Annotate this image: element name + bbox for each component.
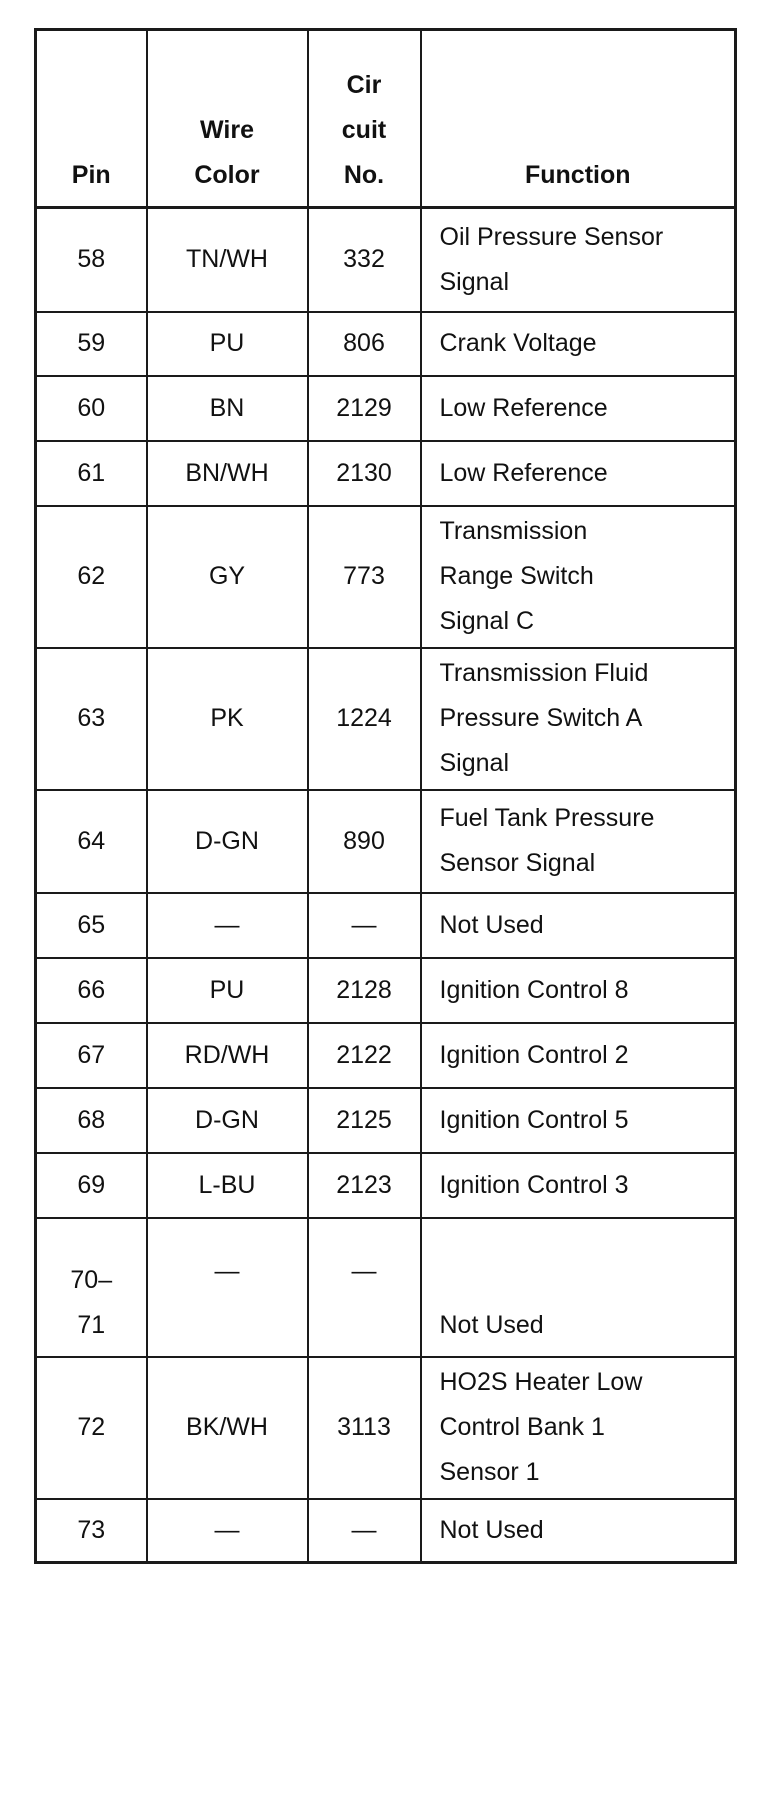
pin-cell: 66	[36, 958, 147, 1023]
wire-color-cell: BK/WH	[147, 1357, 308, 1499]
table-header-row	[36, 30, 736, 208]
pin-cell: 72	[36, 1357, 147, 1499]
table-row	[36, 376, 736, 441]
header-circuit-number: Cir cuit No.	[308, 30, 421, 208]
pin-cell: 61	[36, 441, 147, 506]
wire-color-cell: BN	[147, 376, 308, 441]
circuit-number-cell: 2130	[308, 441, 421, 506]
pin-cell: 70– 71	[36, 1218, 147, 1357]
circuit-number-cell: 773	[308, 506, 421, 648]
table-row	[36, 441, 736, 506]
pin-cell: 62	[36, 506, 147, 648]
pin-cell: 63	[36, 648, 147, 790]
function-cell: Ignition Control 5	[421, 1088, 736, 1153]
function-cell: Ignition Control 3	[421, 1153, 736, 1218]
wire-color-cell: D-GN	[147, 1088, 308, 1153]
table-row	[36, 893, 736, 958]
header-pin: Pin	[36, 30, 147, 208]
function-cell: Not Used	[421, 893, 736, 958]
wire-color-cell: —	[147, 1499, 308, 1563]
pin-cell: 69	[36, 1153, 147, 1218]
circuit-number-cell: —	[308, 1499, 421, 1563]
circuit-number-cell: 806	[308, 312, 421, 376]
pin-cell: 68	[36, 1088, 147, 1153]
function-cell: Ignition Control 8	[421, 958, 736, 1023]
wire-color-cell: —	[147, 1218, 308, 1357]
wire-color-cell: PU	[147, 958, 308, 1023]
function-cell: Oil Pressure Sensor Signal	[421, 208, 736, 312]
wire-color-cell: D-GN	[147, 790, 308, 893]
pin-cell: 58	[36, 208, 147, 312]
wire-color-cell: GY	[147, 506, 308, 648]
wire-color-cell: L-BU	[147, 1153, 308, 1218]
pin-cell: 65	[36, 893, 147, 958]
function-cell: Not Used	[421, 1218, 736, 1357]
pin-cell: 59	[36, 312, 147, 376]
function-cell: Transmission Range Switch Signal C	[421, 506, 736, 648]
table-body	[36, 208, 736, 1563]
circuit-number-cell: —	[308, 893, 421, 958]
pin-cell: 60	[36, 376, 147, 441]
table-row	[36, 1088, 736, 1153]
table-row	[36, 1357, 736, 1499]
table-row	[36, 790, 736, 893]
table-row	[36, 1023, 736, 1088]
circuit-number-cell: 1224	[308, 648, 421, 790]
table-row	[36, 1218, 736, 1357]
wire-color-cell: PK	[147, 648, 308, 790]
header-wire-color: Wire Color	[147, 30, 308, 208]
pinout-table-container	[34, 28, 734, 1564]
circuit-number-cell: 332	[308, 208, 421, 312]
circuit-number-cell: 2123	[308, 1153, 421, 1218]
function-cell: Not Used	[421, 1499, 736, 1563]
circuit-number-cell: 2128	[308, 958, 421, 1023]
function-cell: Low Reference	[421, 376, 736, 441]
circuit-number-cell: 2129	[308, 376, 421, 441]
function-cell: Fuel Tank Pressure Sensor Signal	[421, 790, 736, 893]
wire-color-cell: RD/WH	[147, 1023, 308, 1088]
function-cell: HO2S Heater Low Control Bank 1 Sensor 1	[421, 1357, 736, 1499]
table-row	[36, 648, 736, 790]
table-row	[36, 958, 736, 1023]
pin-cell: 67	[36, 1023, 147, 1088]
connector-pinout-table	[34, 28, 737, 1564]
pin-cell: 64	[36, 790, 147, 893]
table-row	[36, 1153, 736, 1218]
function-cell: Ignition Control 2	[421, 1023, 736, 1088]
table-row	[36, 312, 736, 376]
wire-color-cell: TN/WH	[147, 208, 308, 312]
table-row	[36, 208, 736, 312]
function-cell: Crank Voltage	[421, 312, 736, 376]
header-function: Function	[421, 30, 736, 208]
table-row	[36, 506, 736, 648]
function-cell: Transmission Fluid Pressure Switch A Signal	[421, 648, 736, 790]
wire-color-cell: BN/WH	[147, 441, 308, 506]
function-cell: Low Reference	[421, 441, 736, 506]
circuit-number-cell: 3113	[308, 1357, 421, 1499]
circuit-number-cell: 2125	[308, 1088, 421, 1153]
circuit-number-cell: —	[308, 1218, 421, 1357]
circuit-number-cell: 890	[308, 790, 421, 893]
circuit-number-cell: 2122	[308, 1023, 421, 1088]
wire-color-cell: —	[147, 893, 308, 958]
table-row	[36, 1499, 736, 1563]
pin-cell: 73	[36, 1499, 147, 1563]
wire-color-cell: PU	[147, 312, 308, 376]
